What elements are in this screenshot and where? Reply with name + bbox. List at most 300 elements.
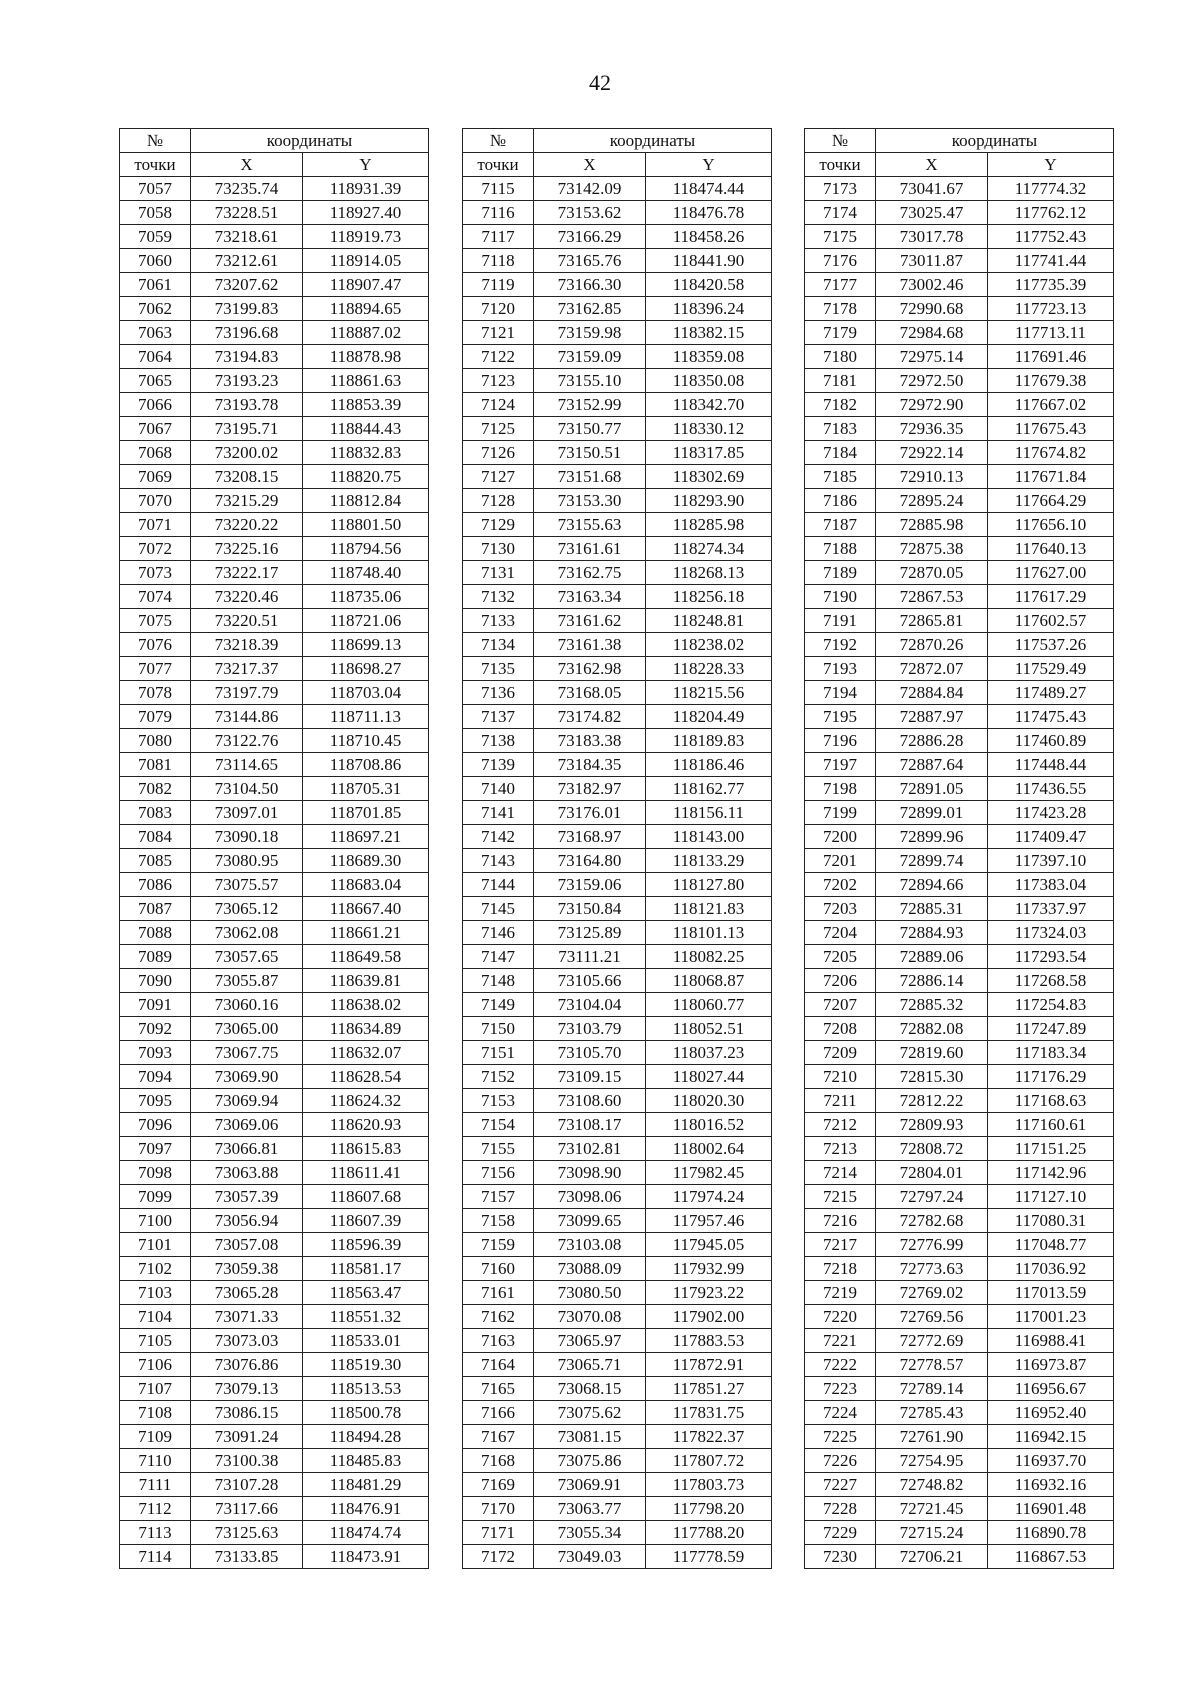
point-number-cell: 7077: [120, 657, 191, 681]
x-coordinate-cell: 72872.07: [876, 657, 988, 681]
y-coordinate-cell: 118919.73: [303, 225, 429, 249]
point-number-cell: 7132: [463, 585, 534, 609]
x-coordinate-cell: 73057.39: [191, 1185, 303, 1209]
y-coordinate-cell: 118189.83: [646, 729, 772, 753]
table-row: [805, 225, 1114, 249]
x-coordinate-cell: 73144.86: [191, 705, 303, 729]
point-number-cell: 7206: [805, 969, 876, 993]
y-coordinate-cell: 117247.89: [988, 1017, 1114, 1041]
x-coordinate-cell: 73075.62: [534, 1401, 646, 1425]
x-coordinate-cell: 73111.21: [534, 945, 646, 969]
y-coordinate-cell: 118476.78: [646, 201, 772, 225]
x-coordinate-cell: 73150.77: [534, 417, 646, 441]
x-coordinate-cell: 73081.15: [534, 1425, 646, 1449]
point-number-cell: 7087: [120, 897, 191, 921]
point-number-cell: 7208: [805, 1017, 876, 1041]
x-coordinate-cell: 73168.05: [534, 681, 646, 705]
point-number-cell: 7227: [805, 1473, 876, 1497]
table-row: [120, 993, 429, 1017]
point-number-cell: 7200: [805, 825, 876, 849]
table-row: [805, 633, 1114, 657]
point-number-cell: 7102: [120, 1257, 191, 1281]
x-coordinate-cell: 73102.81: [534, 1137, 646, 1161]
x-coordinate-cell: 72884.84: [876, 681, 988, 705]
table-row: [805, 1209, 1114, 1233]
x-coordinate-cell: 73220.22: [191, 513, 303, 537]
point-number-cell: 7155: [463, 1137, 534, 1161]
y-coordinate-cell: 118907.47: [303, 273, 429, 297]
point-number-cell: 7075: [120, 609, 191, 633]
point-number-cell: 7219: [805, 1281, 876, 1305]
y-coordinate-cell: 116973.87: [988, 1353, 1114, 1377]
point-number-cell: 7172: [463, 1545, 534, 1569]
table-row: [805, 609, 1114, 633]
y-coordinate-cell: 118703.04: [303, 681, 429, 705]
table-row: [805, 1161, 1114, 1185]
table-row: [463, 1473, 772, 1497]
y-coordinate-cell: 117923.22: [646, 1281, 772, 1305]
x-coordinate-cell: 73122.76: [191, 729, 303, 753]
table-row: [120, 273, 429, 297]
point-number-cell: 7059: [120, 225, 191, 249]
x-coordinate-cell: 73217.37: [191, 657, 303, 681]
table-row: [463, 873, 772, 897]
point-number-cell: 7058: [120, 201, 191, 225]
x-coordinate-cell: 73152.99: [534, 393, 646, 417]
table-row: [805, 753, 1114, 777]
y-coordinate-cell: 117640.13: [988, 537, 1114, 561]
table-row: [463, 1065, 772, 1089]
y-coordinate-cell: 118481.29: [303, 1473, 429, 1497]
y-coordinate-cell: 118156.11: [646, 801, 772, 825]
point-number-cell: 7067: [120, 417, 191, 441]
y-coordinate-cell: 117176.29: [988, 1065, 1114, 1089]
table-row: [805, 1425, 1114, 1449]
point-number-cell: 7140: [463, 777, 534, 801]
x-header: X: [191, 153, 303, 177]
y-coordinate-cell: 118302.69: [646, 465, 772, 489]
x-coordinate-cell: 72715.24: [876, 1521, 988, 1545]
y-coordinate-cell: 118268.13: [646, 561, 772, 585]
table-row: [805, 1041, 1114, 1065]
x-coordinate-cell: 73103.79: [534, 1017, 646, 1041]
y-coordinate-cell: 117080.31: [988, 1209, 1114, 1233]
y-coordinate-cell: 117741.44: [988, 249, 1114, 273]
y-coordinate-cell: 116901.48: [988, 1497, 1114, 1521]
y-coordinate-cell: 118735.06: [303, 585, 429, 609]
table-row: [805, 1497, 1114, 1521]
table-row: [805, 993, 1114, 1017]
page-number: 42: [589, 70, 611, 95]
y-coordinate-cell: 117883.53: [646, 1329, 772, 1353]
x-coordinate-cell: 73055.34: [534, 1521, 646, 1545]
x-coordinate-cell: 72789.14: [876, 1377, 988, 1401]
point-number-cell: 7197: [805, 753, 876, 777]
table-row: [463, 345, 772, 369]
y-coordinate-cell: 117409.47: [988, 825, 1114, 849]
table-row: [805, 873, 1114, 897]
y-coordinate-cell: 118551.32: [303, 1305, 429, 1329]
x-coordinate-cell: 72884.93: [876, 921, 988, 945]
x-coordinate-cell: 73153.30: [534, 489, 646, 513]
point-number-cell: 7123: [463, 369, 534, 393]
x-coordinate-cell: 73162.98: [534, 657, 646, 681]
table-row: [120, 681, 429, 705]
x-coordinate-cell: 73060.16: [191, 993, 303, 1017]
point-number-cell: 7211: [805, 1089, 876, 1113]
header-row: [120, 153, 429, 177]
header-row: [463, 153, 772, 177]
point-number-cell: 7127: [463, 465, 534, 489]
table-row: [463, 393, 772, 417]
table-row: [463, 1329, 772, 1353]
point-number-cell: 7117: [463, 225, 534, 249]
point-number-cell: 7171: [463, 1521, 534, 1545]
table-row: [805, 681, 1114, 705]
x-coordinate-cell: 73196.68: [191, 321, 303, 345]
y-coordinate-cell: 118607.39: [303, 1209, 429, 1233]
x-coordinate-cell: 73075.86: [534, 1449, 646, 1473]
x-coordinate-cell: 73159.09: [534, 345, 646, 369]
point-number-cell: 7225: [805, 1425, 876, 1449]
x-coordinate-cell: 72706.21: [876, 1545, 988, 1569]
x-coordinate-cell: 72865.81: [876, 609, 988, 633]
y-coordinate-cell: 118359.08: [646, 345, 772, 369]
table-row: [463, 321, 772, 345]
y-coordinate-cell: 118801.50: [303, 513, 429, 537]
y-coordinate-cell: 118485.83: [303, 1449, 429, 1473]
x-coordinate-cell: 73080.95: [191, 849, 303, 873]
point-number-cell: 7220: [805, 1305, 876, 1329]
point-number-cell: 7147: [463, 945, 534, 969]
y-coordinate-cell: 118820.75: [303, 465, 429, 489]
coordinates-header: координаты: [534, 129, 772, 153]
table-row: [805, 945, 1114, 969]
y-coordinate-cell: 117160.61: [988, 1113, 1114, 1137]
x-coordinate-cell: 73155.10: [534, 369, 646, 393]
point-number-cell: 7145: [463, 897, 534, 921]
point-number-cell: 7116: [463, 201, 534, 225]
x-coordinate-cell: 73068.15: [534, 1377, 646, 1401]
table-row: [463, 537, 772, 561]
point-number-cell: 7203: [805, 897, 876, 921]
y-coordinate-cell: 117803.73: [646, 1473, 772, 1497]
y-coordinate-cell: 118293.90: [646, 489, 772, 513]
table-row: [120, 369, 429, 393]
y-coordinate-cell: 117656.10: [988, 513, 1114, 537]
table-row: [805, 1281, 1114, 1305]
point-number-cell: 7109: [120, 1425, 191, 1449]
table-row: [463, 729, 772, 753]
table-row: [120, 393, 429, 417]
point-number-cell: 7112: [120, 1497, 191, 1521]
y-coordinate-cell: 118710.45: [303, 729, 429, 753]
point-number-cell: 7129: [463, 513, 534, 537]
point-number-cell: 7156: [463, 1161, 534, 1185]
y-coordinate-cell: 116932.16: [988, 1473, 1114, 1497]
x-coordinate-cell: 73197.79: [191, 681, 303, 705]
y-coordinate-cell: 117127.10: [988, 1185, 1114, 1209]
table-row: [805, 969, 1114, 993]
y-coordinate-cell: 117945.05: [646, 1233, 772, 1257]
coordinates-table-3: [804, 128, 1114, 1569]
x-coordinate-cell: 72870.05: [876, 561, 988, 585]
point-number-cell: 7151: [463, 1041, 534, 1065]
table-row: [805, 345, 1114, 369]
x-coordinate-cell: 73065.71: [534, 1353, 646, 1377]
point-number-cell: 7065: [120, 369, 191, 393]
point-number-cell: 7066: [120, 393, 191, 417]
x-coordinate-cell: 73025.47: [876, 201, 988, 225]
y-coordinate-cell: 118607.68: [303, 1185, 429, 1209]
y-coordinate-cell: 117436.55: [988, 777, 1114, 801]
point-number-cell: 7150: [463, 1017, 534, 1041]
point-number-cell: 7119: [463, 273, 534, 297]
point-number-cell: 7101: [120, 1233, 191, 1257]
coordinates-header: координаты: [191, 129, 429, 153]
point-number-cell: 7114: [120, 1545, 191, 1569]
y-coordinate-cell: 118661.21: [303, 921, 429, 945]
point-number-cell: 7223: [805, 1377, 876, 1401]
y-coordinate-cell: 117664.29: [988, 489, 1114, 513]
x-coordinate-cell: 73228.51: [191, 201, 303, 225]
y-coordinate-cell: 118639.81: [303, 969, 429, 993]
y-coordinate-cell: 118476.91: [303, 1497, 429, 1521]
table-row: [463, 177, 772, 201]
x-coordinate-cell: 73091.24: [191, 1425, 303, 1449]
y-coordinate-cell: 118683.04: [303, 873, 429, 897]
y-coordinate-cell: 118002.64: [646, 1137, 772, 1161]
table-row: [463, 561, 772, 585]
point-number-cell: 7181: [805, 369, 876, 393]
y-coordinate-cell: 118861.63: [303, 369, 429, 393]
y-coordinate-cell: 118611.41: [303, 1161, 429, 1185]
table-row: [463, 441, 772, 465]
point-number-cell: 7103: [120, 1281, 191, 1305]
y-coordinate-cell: 117752.43: [988, 225, 1114, 249]
point-number-cell: 7106: [120, 1353, 191, 1377]
y-coordinate-cell: 117036.92: [988, 1257, 1114, 1281]
x-coordinate-cell: 73098.90: [534, 1161, 646, 1185]
y-coordinate-cell: 118082.25: [646, 945, 772, 969]
table-row: [463, 1017, 772, 1041]
table-row: [805, 465, 1114, 489]
y-coordinate-cell: 118844.43: [303, 417, 429, 441]
point-number-cell: 7213: [805, 1137, 876, 1161]
x-header: X: [534, 153, 646, 177]
point-number-cell: 7124: [463, 393, 534, 417]
y-coordinate-cell: 117627.00: [988, 561, 1114, 585]
x-coordinate-cell: 73161.62: [534, 609, 646, 633]
y-coordinate-cell: 117448.44: [988, 753, 1114, 777]
y-coordinate-cell: 118927.40: [303, 201, 429, 225]
x-coordinate-cell: 72808.72: [876, 1137, 988, 1161]
table-row: [120, 1425, 429, 1449]
y-coordinate-cell: 118513.53: [303, 1377, 429, 1401]
y-coordinate-cell: 118274.34: [646, 537, 772, 561]
table-row: [463, 1209, 772, 1233]
table-row: [805, 1377, 1114, 1401]
x-coordinate-cell: 73105.66: [534, 969, 646, 993]
table-row: [805, 1545, 1114, 1569]
y-coordinate-cell: 117774.32: [988, 177, 1114, 201]
table-row: [805, 1137, 1114, 1161]
point-number-cell: 7083: [120, 801, 191, 825]
point-number-cell: 7100: [120, 1209, 191, 1233]
y-coordinate-cell: 116942.15: [988, 1425, 1114, 1449]
x-coordinate-cell: 73103.08: [534, 1233, 646, 1257]
x-coordinate-cell: 73142.09: [534, 177, 646, 201]
x-coordinate-cell: 73062.08: [191, 921, 303, 945]
point-number-cell: 7134: [463, 633, 534, 657]
y-coordinate-cell: 118628.54: [303, 1065, 429, 1089]
table-row: [120, 705, 429, 729]
point-number-cell: 7095: [120, 1089, 191, 1113]
table-row: [120, 177, 429, 201]
point-number-cell: 7080: [120, 729, 191, 753]
y-coordinate-cell: 117475.43: [988, 705, 1114, 729]
header-row: [463, 129, 772, 153]
point-number-cell: 7229: [805, 1521, 876, 1545]
table-row: [120, 753, 429, 777]
point-number-cell: 7166: [463, 1401, 534, 1425]
table-row: [463, 801, 772, 825]
point-number-cell: 7144: [463, 873, 534, 897]
y-coordinate-cell: 117788.20: [646, 1521, 772, 1545]
point-number-cell: 7104: [120, 1305, 191, 1329]
point-number-cell: 7192: [805, 633, 876, 657]
x-coordinate-cell: 73108.60: [534, 1089, 646, 1113]
x-coordinate-cell: 73080.50: [534, 1281, 646, 1305]
table-row: [463, 1281, 772, 1305]
table-row: [463, 825, 772, 849]
x-coordinate-cell: 72769.56: [876, 1305, 988, 1329]
y-coordinate-cell: 118649.58: [303, 945, 429, 969]
x-coordinate-cell: 72885.31: [876, 897, 988, 921]
x-coordinate-cell: 73161.61: [534, 537, 646, 561]
x-coordinate-cell: 73153.62: [534, 201, 646, 225]
x-coordinate-cell: 73207.62: [191, 273, 303, 297]
table-row: [120, 1329, 429, 1353]
x-coordinate-cell: 72990.68: [876, 297, 988, 321]
table-row: [805, 705, 1114, 729]
x-coordinate-cell: 72984.68: [876, 321, 988, 345]
x-coordinate-cell: 72936.35: [876, 417, 988, 441]
point-number-cell: 7178: [805, 297, 876, 321]
table-row: [805, 729, 1114, 753]
table-row: [120, 1233, 429, 1257]
y-coordinate-cell: 117851.27: [646, 1377, 772, 1401]
point-number-cell: 7174: [805, 201, 876, 225]
point-number-cell: 7167: [463, 1425, 534, 1449]
y-coordinate-cell: 118016.52: [646, 1113, 772, 1137]
point-number-cell: 7184: [805, 441, 876, 465]
y-coordinate-cell: 116956.67: [988, 1377, 1114, 1401]
point-number-cell: 7161: [463, 1281, 534, 1305]
y-coordinate-cell: 117679.38: [988, 369, 1114, 393]
point-number-cell: 7182: [805, 393, 876, 417]
point-number-cell: 7082: [120, 777, 191, 801]
y-coordinate-cell: 118624.32: [303, 1089, 429, 1113]
y-coordinate-cell: 117778.59: [646, 1545, 772, 1569]
point-number-cell: 7093: [120, 1041, 191, 1065]
x-coordinate-cell: 73069.91: [534, 1473, 646, 1497]
table-row: [463, 1257, 772, 1281]
table-row: [805, 1305, 1114, 1329]
x-coordinate-cell: 72891.05: [876, 777, 988, 801]
y-coordinate-cell: 118596.39: [303, 1233, 429, 1257]
point-number-cell: 7185: [805, 465, 876, 489]
point-number-cell: 7177: [805, 273, 876, 297]
x-coordinate-cell: 73059.38: [191, 1257, 303, 1281]
y-coordinate-cell: 118878.98: [303, 345, 429, 369]
table-row: [805, 1089, 1114, 1113]
x-coordinate-cell: 72886.28: [876, 729, 988, 753]
table-row: [805, 273, 1114, 297]
x-coordinate-cell: 73168.97: [534, 825, 646, 849]
table-row: [463, 465, 772, 489]
x-coordinate-cell: 73066.81: [191, 1137, 303, 1161]
table-row: [463, 633, 772, 657]
point-number-cell: 7138: [463, 729, 534, 753]
point-number-cell: 7207: [805, 993, 876, 1017]
point-number-cell: 7062: [120, 297, 191, 321]
table-row: [805, 561, 1114, 585]
table-row: [120, 873, 429, 897]
x-coordinate-cell: 72748.82: [876, 1473, 988, 1497]
y-coordinate-cell: 118441.90: [646, 249, 772, 273]
point-number-cell: 7092: [120, 1017, 191, 1041]
table-row: [463, 849, 772, 873]
point-number-cell: 7060: [120, 249, 191, 273]
point-number-cell: 7228: [805, 1497, 876, 1521]
x-coordinate-cell: 73109.15: [534, 1065, 646, 1089]
point-number-cell: 7153: [463, 1089, 534, 1113]
table-row: [120, 1065, 429, 1089]
x-coordinate-cell: 73065.97: [534, 1329, 646, 1353]
y-coordinate-cell: 117735.39: [988, 273, 1114, 297]
y-coordinate-cell: 117675.43: [988, 417, 1114, 441]
point-number-cell: 7230: [805, 1545, 876, 1569]
x-coordinate-cell: 73049.03: [534, 1545, 646, 1569]
point-number-cell: 7094: [120, 1065, 191, 1089]
y-coordinate-cell: 118697.21: [303, 825, 429, 849]
y-coordinate-cell: 118458.26: [646, 225, 772, 249]
point-number-cell: 7135: [463, 657, 534, 681]
point-number-cell: 7096: [120, 1113, 191, 1137]
x-coordinate-cell: 73057.65: [191, 945, 303, 969]
x-coordinate-cell: 73017.78: [876, 225, 988, 249]
table-row: [463, 1089, 772, 1113]
table-row: [463, 585, 772, 609]
y-coordinate-cell: 117423.28: [988, 801, 1114, 825]
y-coordinate-cell: 117383.04: [988, 873, 1114, 897]
point-number-cell: 7214: [805, 1161, 876, 1185]
table-row: [120, 513, 429, 537]
x-coordinate-cell: 72761.90: [876, 1425, 988, 1449]
table-row: [120, 777, 429, 801]
table-row: [463, 249, 772, 273]
y-coordinate-cell: 117872.91: [646, 1353, 772, 1377]
table-row: [463, 273, 772, 297]
y-coordinate-cell: 118204.49: [646, 705, 772, 729]
x-coordinate-cell: 72887.64: [876, 753, 988, 777]
point-number-cell: 7085: [120, 849, 191, 873]
point-number-cell: 7205: [805, 945, 876, 969]
point-number-cell: 7202: [805, 873, 876, 897]
table-row: [805, 177, 1114, 201]
y-coordinate-cell: 118748.40: [303, 561, 429, 585]
